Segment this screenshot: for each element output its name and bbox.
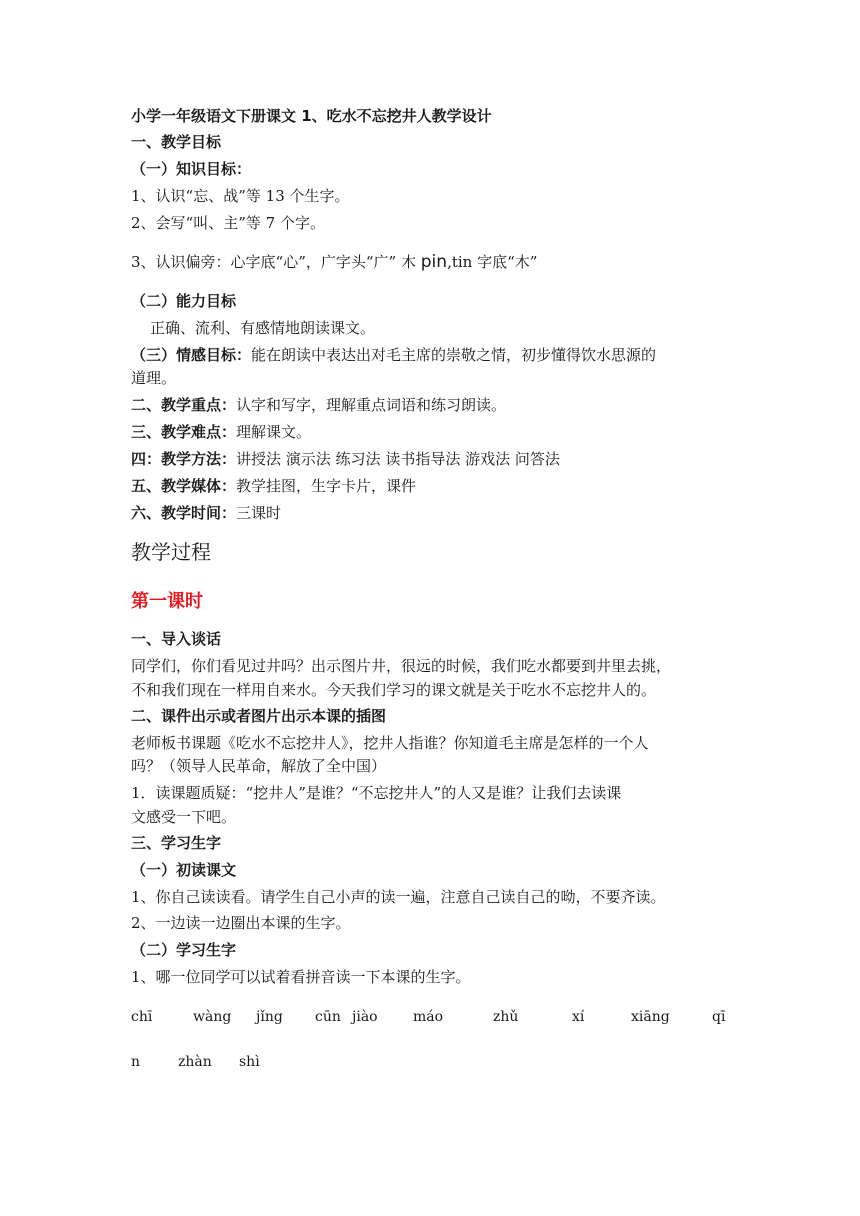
pinyin-item: qī [712, 1009, 726, 1025]
pinyin-item: zhǔ [493, 1009, 519, 1025]
paragraph-text: ,tin 字底“木” [447, 253, 538, 271]
paragraph [131, 501, 731, 526]
paragraph: 正确、流利、有感情地朗读课文。 [150, 319, 376, 337]
pinyin-item: wàng [193, 1009, 232, 1025]
paragraph: 吗？（领导人民革命，解放了全中国） [131, 757, 387, 775]
paragraph: 2、会写“叫、主”等 7 个字。 [131, 214, 325, 232]
pinyin-item: jǐng [256, 1009, 283, 1025]
pinyin-item: shì [239, 1054, 260, 1070]
paragraph-text: 三课时 [236, 504, 282, 522]
paragraph [131, 474, 731, 499]
process-heading: 教学过程 [131, 540, 211, 564]
paragraph [131, 343, 731, 368]
pinyin-item: n [131, 1054, 141, 1070]
paragraph: 同学们，你们看见过井吗？出示图片井，很远的时候，我们吃水都要到井里去挑， [131, 657, 672, 675]
paragraph [131, 447, 731, 472]
paragraph: 文感受一下吧。 [131, 808, 237, 826]
paragraph: 1、认识“忘、战”等 13 个生字。 [131, 187, 350, 205]
paragraph [131, 420, 731, 445]
pinyin-item: zhàn [178, 1054, 212, 1070]
paragraph: 不和我们现在一样用自来水。今天我们学习的课文就是关于吃水不忘挖井人的。 [131, 681, 657, 699]
paragraph [131, 250, 731, 275]
subsection-heading: （二）能力目标 [131, 292, 237, 310]
pinyin-item: jiào [352, 1009, 378, 1025]
section-heading: 一、导入谈话 [131, 630, 222, 648]
pinyin-item: máo [413, 1009, 444, 1025]
section-heading: 一、教学目标 [131, 133, 222, 151]
subsection-heading: （一）知识目标： [131, 160, 252, 178]
pinyin-text: pin [420, 252, 448, 272]
paragraph: 1、你自己读读看。请学生自己小声的读一遍，注意自己读自己的呦，不要齐读。 [131, 888, 666, 906]
paragraph: 2、一边读一边圈出本课的生字。 [131, 914, 351, 932]
inline-label: 六、教学时间： [131, 504, 237, 522]
inline-label: 四：教学方法： [131, 450, 237, 468]
inline-label: 五、教学媒体： [131, 477, 237, 495]
inline-label: 三、教学难点： [131, 423, 237, 441]
paragraph-text: 理解课文。 [236, 423, 312, 441]
document-title: 小学一年级语文下册课文 1、吃水不忘挖井人教学设计 [131, 107, 492, 125]
paragraph-text: 认字和写字，理解重点词语和练习朗读。 [236, 396, 507, 414]
paragraph-text: 能在朗读中表达出对毛主席的崇敬之情，初步懂得饮水思源的 [251, 346, 657, 364]
pinyin-item: xí [572, 1009, 585, 1025]
paragraph: 道理。 [131, 369, 177, 387]
paragraph: 老师板书课题《吃水不忘挖井人》，挖井人指谁？你知道毛主席是怎样的一个人 [131, 734, 649, 752]
lesson-heading: 第一课时 [131, 591, 203, 612]
pinyin-item: cūn [315, 1009, 341, 1025]
section-heading: 二、课件出示或者图片出示本课的插图 [131, 707, 387, 725]
subsection-heading: （二）学习生字 [131, 941, 237, 959]
subsection-heading: （一）初读课文 [131, 861, 237, 879]
paragraph: 1．读课题质疑：“挖井人”是谁？“不忘挖井人”的人又是谁？让我们去读课 [131, 784, 622, 802]
pinyin-item: xiāng [631, 1009, 670, 1025]
section-heading: 三、学习生字 [131, 834, 222, 852]
paragraph-text: 3、认识偏旁：心字底“心”，广字头“广” 木 [131, 253, 421, 271]
pinyin-item: chī [131, 1009, 153, 1025]
paragraph-text: 教学挂图，生字卡片，课件 [236, 477, 417, 495]
paragraph: 1、哪一位同学可以试着看拼音读一下本课的生字。 [131, 968, 471, 986]
inline-label: （三）情感目标： [131, 346, 252, 364]
paragraph-text: 讲授法 演示法 练习法 读书指导法 游戏法 问答法 [236, 450, 560, 468]
paragraph [131, 393, 731, 418]
inline-label: 二、教学重点： [131, 396, 237, 414]
